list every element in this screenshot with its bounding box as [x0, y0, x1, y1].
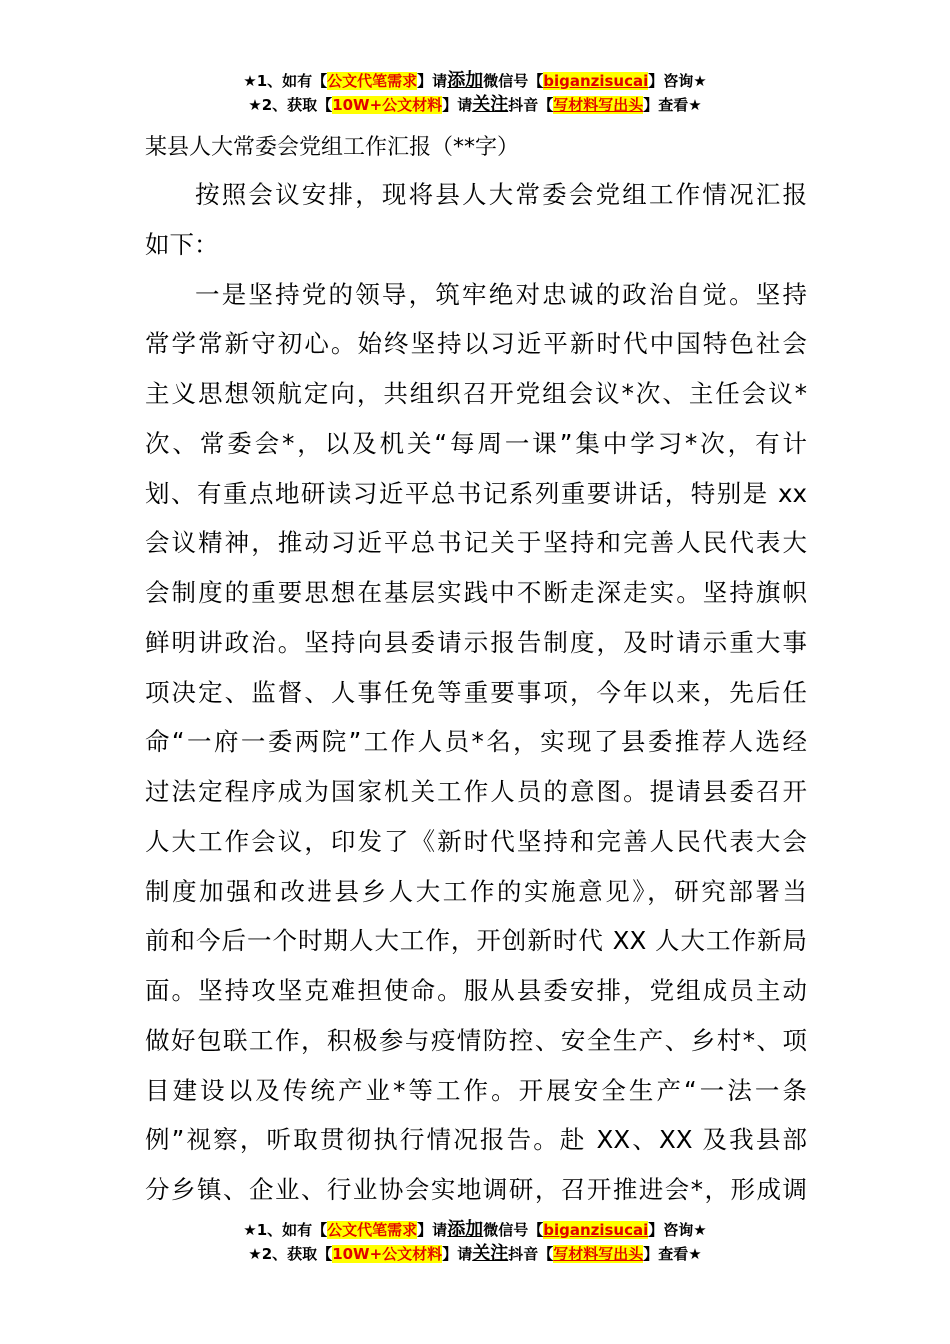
- banner-row-2: [0, 93, 950, 117]
- emphasis-text: 关注: [472, 1243, 509, 1264]
- emphasis-text: 关注: [472, 94, 509, 115]
- banner-text: 1、如有【: [256, 1221, 328, 1239]
- banner-text: 抖音【: [508, 96, 554, 114]
- body-line: 主义思想领航定向，共组织召开党组会议*次、主任会议*: [145, 379, 807, 408]
- highlight-text: 10W+公文材料: [332, 1245, 443, 1263]
- highlight-text: 公文代笔需求: [327, 72, 418, 90]
- banner-text: 2、获取【: [261, 96, 333, 114]
- body-line: 前和今后一个时期人大工作，开创新时代 XX 人大工作新局: [145, 926, 807, 956]
- banner-text: 】请: [417, 72, 448, 90]
- highlight-text: 公文代笔需求: [327, 1221, 418, 1239]
- star-icon: ★: [688, 96, 702, 114]
- douyin-account-link[interactable]: 写材料写出头: [553, 1245, 644, 1263]
- banner-text: 微信号【: [483, 1221, 544, 1239]
- banner-text: 抖音【: [508, 1245, 554, 1263]
- emphasis-text: 添加: [447, 1219, 484, 1240]
- emphasis-text: 添加: [447, 70, 484, 91]
- body-line: 命“一府一委两院”工作人员*名，实现了县委推荐人选经: [145, 727, 807, 757]
- body-line: 面。坚持攻坚克难担使命。服从县委安排，党组成员主动: [145, 976, 807, 1005]
- header-banner: [0, 69, 950, 117]
- star-icon: ★: [248, 1245, 262, 1263]
- wechat-id-link[interactable]: biganzisucai: [543, 72, 649, 90]
- body-line: 做好包联工作，积极参与疫情防控、安全生产、乡村*、项: [145, 1025, 807, 1055]
- body-line: 项决定、监督、人事任免等重要事项，今年以来，先后任: [145, 677, 807, 707]
- banner-text: 微信号【: [483, 72, 544, 90]
- body-line: 划、有重点地研读习近平总书记系列重要讲话，特别是 xx: [145, 478, 807, 508]
- body-line: 会议精神，推动习近平总书记关于坚持和完善人民代表大: [145, 528, 807, 558]
- body-line: 常学常新守初心。始终坚持以习近平新时代中国特色社会: [145, 329, 807, 359]
- document-body: [145, 170, 807, 1215]
- banner-text: 】查看: [643, 96, 689, 114]
- body-line: 鲜明讲政治。坚持向县委请示报告制度，及时请示重大事: [145, 627, 807, 657]
- banner-text: 】咨询: [648, 1221, 694, 1239]
- star-icon: ★: [688, 1245, 702, 1263]
- banner-text: 】请: [442, 96, 473, 114]
- banner-row-1: [0, 69, 950, 93]
- star-icon: ★: [243, 72, 257, 90]
- banner-row-1: [0, 1218, 950, 1242]
- body-line: 会制度的重要思想在基层实践中不断走深走实。坚持旗帜: [145, 578, 807, 607]
- banner-text: 2、获取【: [261, 1245, 333, 1263]
- body-line: 例”视察，听取贯彻执行情况报告。赴 XX、XX 及我县部: [145, 1125, 807, 1155]
- banner-text: 】请: [417, 1221, 448, 1239]
- document-title: 某县人大常委会党组工作汇报（**字）: [145, 135, 520, 160]
- body-line: 分乡镇、企业、行业协会实地调研，召开推进会*，形成调: [145, 1175, 807, 1204]
- footer-banner: [0, 1218, 950, 1266]
- star-icon: ★: [693, 72, 707, 90]
- body-line: 一是坚持党的领导，筑牢绝对忠诚的政治自觉。坚持: [195, 279, 807, 309]
- banner-text: 1、如有【: [256, 72, 328, 90]
- wechat-id-link[interactable]: biganzisucai: [543, 1221, 649, 1239]
- douyin-account-link[interactable]: 写材料写出头: [553, 96, 644, 114]
- body-line: 制度加强和改进县乡人大工作的实施意见》，研究部署当: [145, 876, 807, 906]
- banner-text: 】咨询: [648, 72, 694, 90]
- star-icon: ★: [243, 1221, 257, 1239]
- star-icon: ★: [693, 1221, 707, 1239]
- banner-text: 】查看: [643, 1245, 689, 1263]
- body-line: 次、常委会*，以及机关“每周一课”集中学习*次，有计: [145, 428, 807, 458]
- banner-row-2: [0, 1242, 950, 1266]
- highlight-text: 10W+公文材料: [332, 96, 443, 114]
- banner-text: 】请: [442, 1245, 473, 1263]
- body-line: 如下：: [145, 229, 219, 259]
- star-icon: ★: [248, 96, 262, 114]
- body-line: 按照会议安排，现将县人大常委会党组工作情况汇报: [195, 180, 807, 209]
- body-line: 目建设以及传统产业*等工作。开展安全生产“一法一条: [145, 1075, 807, 1105]
- body-line: 过法定程序成为国家机关工作人员的意图。提请县委召开: [145, 777, 807, 806]
- body-line: 人大工作会议，印发了《新时代坚持和完善人民代表大会: [145, 826, 807, 856]
